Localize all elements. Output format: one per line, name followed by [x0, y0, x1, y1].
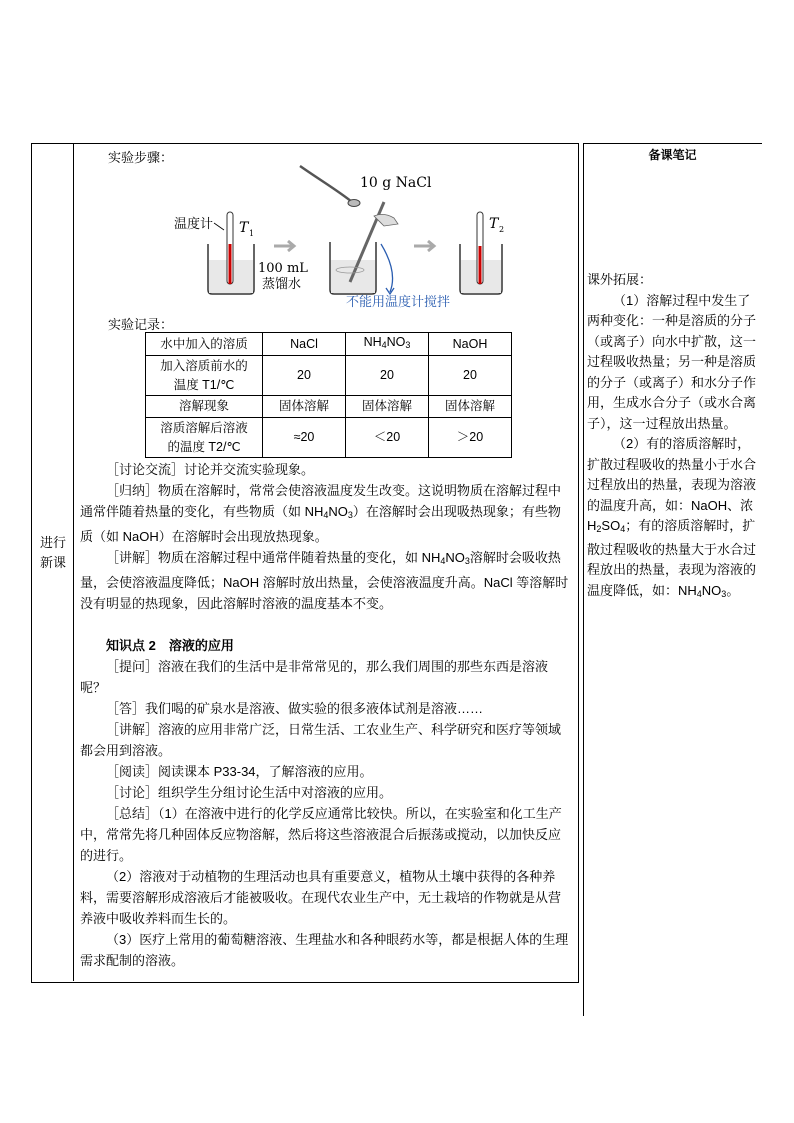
- notes-column-top-line: [583, 143, 762, 144]
- conclude2-paragraph: （2）溶液对于动植物的生理活动也具有重要意义，植物从土壤中获得的各种养料，需要溶解形成溶液后才能被吸收。在现代农业生产中，无土栽培的作物就是从营养液中吸收养料而生长的。: [80, 869, 562, 926]
- steps-label: 实验步骤：: [108, 150, 174, 165]
- curved-arrow-icon: [381, 244, 393, 292]
- table-cell: 20: [346, 356, 429, 396]
- notes-column-line: [583, 143, 584, 1016]
- knowledge-point-heading: 知识点 2 溶液的应用: [106, 638, 234, 653]
- table-cell: ≈20: [263, 418, 346, 458]
- ask-paragraph: ［提问］溶液在我们的生活中是非常常见的，那么我们周围的那些东西是溶液呢？: [80, 659, 549, 695]
- notes-para-2: （2）有的溶质溶解时，扩散过程吸收的热量小于水合过程放出的热量，表现为溶液的温度升高，如：NaOH、浓$H_2SO_4$；有的溶质溶解时，扩散过程吸收的热量大于水合过程放出的热量，表现为溶液的温度降低，如：$NH_4NO_3$。: [587, 436, 757, 599]
- lesson-column-divider: [73, 143, 74, 981]
- salt-label: 10 g NaCl: [360, 175, 432, 191]
- table-cell: 20: [429, 356, 512, 396]
- record-table: [145, 332, 512, 458]
- notes-title: 备课笔记: [648, 148, 697, 162]
- table-cell: $NH_4NO_3$: [346, 333, 429, 356]
- explain2-paragraph: ［讲解］溶液的应用非常广泛，日常生活、工农业生产、科学研究和医疗等领域都会用到溶液。: [80, 722, 562, 758]
- table-cell: NaOH: [429, 333, 512, 356]
- arrow-right-icon: [414, 241, 434, 251]
- summary-paragraph: ［归纳］物质在溶解时，常常会使溶液温度发生改变。这说明物质在溶解过程中通常伴随着热量的变化，有些物质（如 $NH_4NO_3$）在溶解时会出现吸热现象；有些物质（如 NaOH）在溶解时会出现放热现象。: [80, 483, 562, 544]
- notes-body: [587, 270, 762, 604]
- record-label: 实验记录：: [108, 317, 174, 332]
- t2-sub: 2: [499, 225, 505, 234]
- t2-label: T: [489, 216, 499, 232]
- table-row-header: 水中加入的溶质: [146, 333, 263, 356]
- thermometer-label: 温度计: [174, 217, 214, 232]
- water-name-label: 蒸馏水: [262, 277, 302, 292]
- conclude3-paragraph: （3）医疗上常用的葡萄糖溶液、生理盐水和各种眼药水等，都是根据人体的生理需求配制的溶液。: [80, 932, 569, 968]
- section-label: 进行新课: [39, 535, 66, 570]
- table-cell: 固体溶解: [429, 396, 512, 418]
- answer-paragraph: ［答］我们喝的矿泉水是溶液、做实验的很多液体试剂是溶液……: [106, 701, 484, 716]
- read-paragraph: ［阅读］阅读课本 P33-34，了解溶液的应用。: [106, 764, 373, 779]
- discuss-paragraph: ［讨论交流］讨论并交流实验现象。: [106, 462, 315, 477]
- table-cell: NaCl: [263, 333, 346, 356]
- water-amount-label: 100 mL: [258, 261, 308, 276]
- t1-label: T: [239, 220, 249, 236]
- discuss2-paragraph: ［讨论］组织学生分组讨论生活中对溶液的应用。: [106, 785, 393, 800]
- experiment-diagram: [170, 162, 515, 312]
- lesson-content: [80, 459, 572, 971]
- t1-sub: 1: [249, 229, 255, 238]
- notes-heading: 课外拓展：: [587, 272, 653, 287]
- table-row-header: 溶解现象: [146, 396, 263, 418]
- table-cell: ＞20: [429, 418, 512, 458]
- table-cell: ＜20: [346, 418, 429, 458]
- beaker-icon: [330, 202, 398, 294]
- table-cell: 固体溶解: [346, 396, 429, 418]
- conclude1-paragraph: ［总结］（1）在溶液中进行的化学反应通常比较快。所以，在实验室和化工生产中，常常先将几种固体反应物溶解，然后将这些溶液混合后振荡或搅动，以加快反应的进行。: [80, 806, 562, 863]
- warning-label: 不能用温度计搅拌: [346, 295, 451, 310]
- table-cell: 固体溶解: [263, 396, 346, 418]
- table-row-header: 溶质溶解后溶液 的温度 T2/℃: [146, 418, 263, 458]
- table-row-header: 加入溶质前水的 温度 T1/℃: [146, 356, 263, 396]
- arrow-right-icon: [274, 241, 294, 251]
- table-cell: 20: [263, 356, 346, 396]
- spoon-icon: [300, 166, 352, 202]
- explain-paragraph: ［讲解］物质在溶解过程中通常伴随着热量的变化，如 $NH_4NO_3$溶解时会吸收热量，会使溶液温度降低；NaOH 溶解时放出热量，会使溶液温度升高。NaCl 等溶解时没有明显的热现象，因此溶解时溶液的温度基本不变。: [80, 550, 569, 611]
- notes-para-1: （1）溶解过程中发生了两种变化：一种是溶质的分子（或离子）向水中扩散，这一过程吸收热量；另一种是溶质的分子（或离子）和水分子作用，生成水合分子（或水合离子），这一过程放出热量。: [587, 292, 757, 431]
